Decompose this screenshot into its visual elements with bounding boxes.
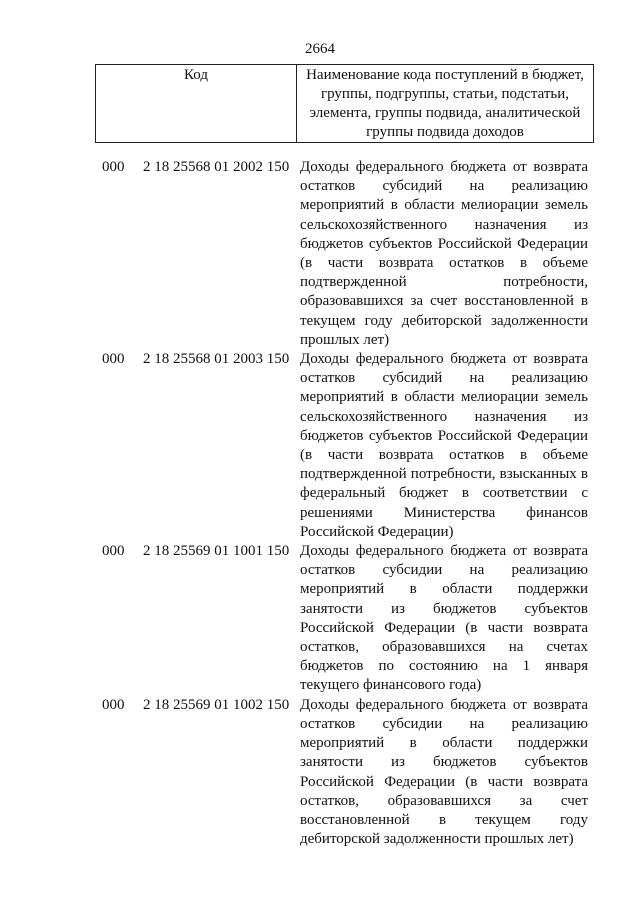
revenue-code: 2 18 25568 01 2002 150 (143, 159, 290, 175)
admin-code: 000 (102, 543, 125, 560)
revenue-description: Доходы федерального бюджета от возврата остатков субсидии на реализацию мероприятий в области поддержки занятости из бюджетов субъектов Российской Федерации (в части возврата остатков, образовавшихся за счет восстановленной в текущем году дебиторской задолженности прошлых лет) (300, 696, 588, 848)
code-list (0, 158, 640, 849)
list-item (0, 158, 640, 350)
revenue-code: 2 18 25569 01 1002 150 (143, 696, 290, 713)
header-code-label: Код (96, 65, 297, 143)
header-name-label: Наименование кода поступлений в бюджет, группы, подгруппы, статьи, подстатьи, элемента, группы подвида, аналитической группы подвида доходов (297, 65, 594, 143)
revenue-description: Доходы федерального бюджета от возврата остатков субсидий на реализацию мероприятий в области мелиорации земель сельскохозяйственного назначения из бюджетов субъектов Российской Федерации (в части возврата остатков в объеме подтвержденной потребности, образовавшихся за счет восстановленной в текущем году дебиторской задолженности прошлых лет) (300, 159, 588, 348)
admin-code: 000 (102, 351, 125, 368)
list-item (0, 696, 640, 850)
list-item (0, 542, 640, 696)
revenue-code: 2 18 25568 01 2003 150 (143, 351, 290, 368)
revenue-description: Доходы федерального бюджета от возврата остатков субсидий на реализацию мероприятий в области мелиорации земель сельскохозяйственного назначения из бюджетов субъектов Российской Федерации (в части возврата остатков в объеме подтвержденной потребности, взысканных в федеральный бюджет в соответствии с решениями Министерства финансов Российской Федерации) (300, 351, 588, 540)
revenue-code: 2 18 25569 01 1001 150 (143, 543, 290, 560)
list-item (0, 350, 640, 542)
header-row (96, 65, 594, 143)
revenue-description: Доходы федерального бюджета от возврата остатков субсидии на реализацию мероприятий в области поддержки занятости из бюджетов субъектов Российской Федерации (в части возврата остатков, образовавшихся на счетах бюджетов по состоянию на 1 января текущего финансового года) (300, 543, 588, 694)
header-table (95, 64, 594, 143)
admin-code: 000 (102, 696, 125, 713)
page-number: 2664 (305, 41, 335, 57)
admin-code: 000 (102, 159, 125, 175)
